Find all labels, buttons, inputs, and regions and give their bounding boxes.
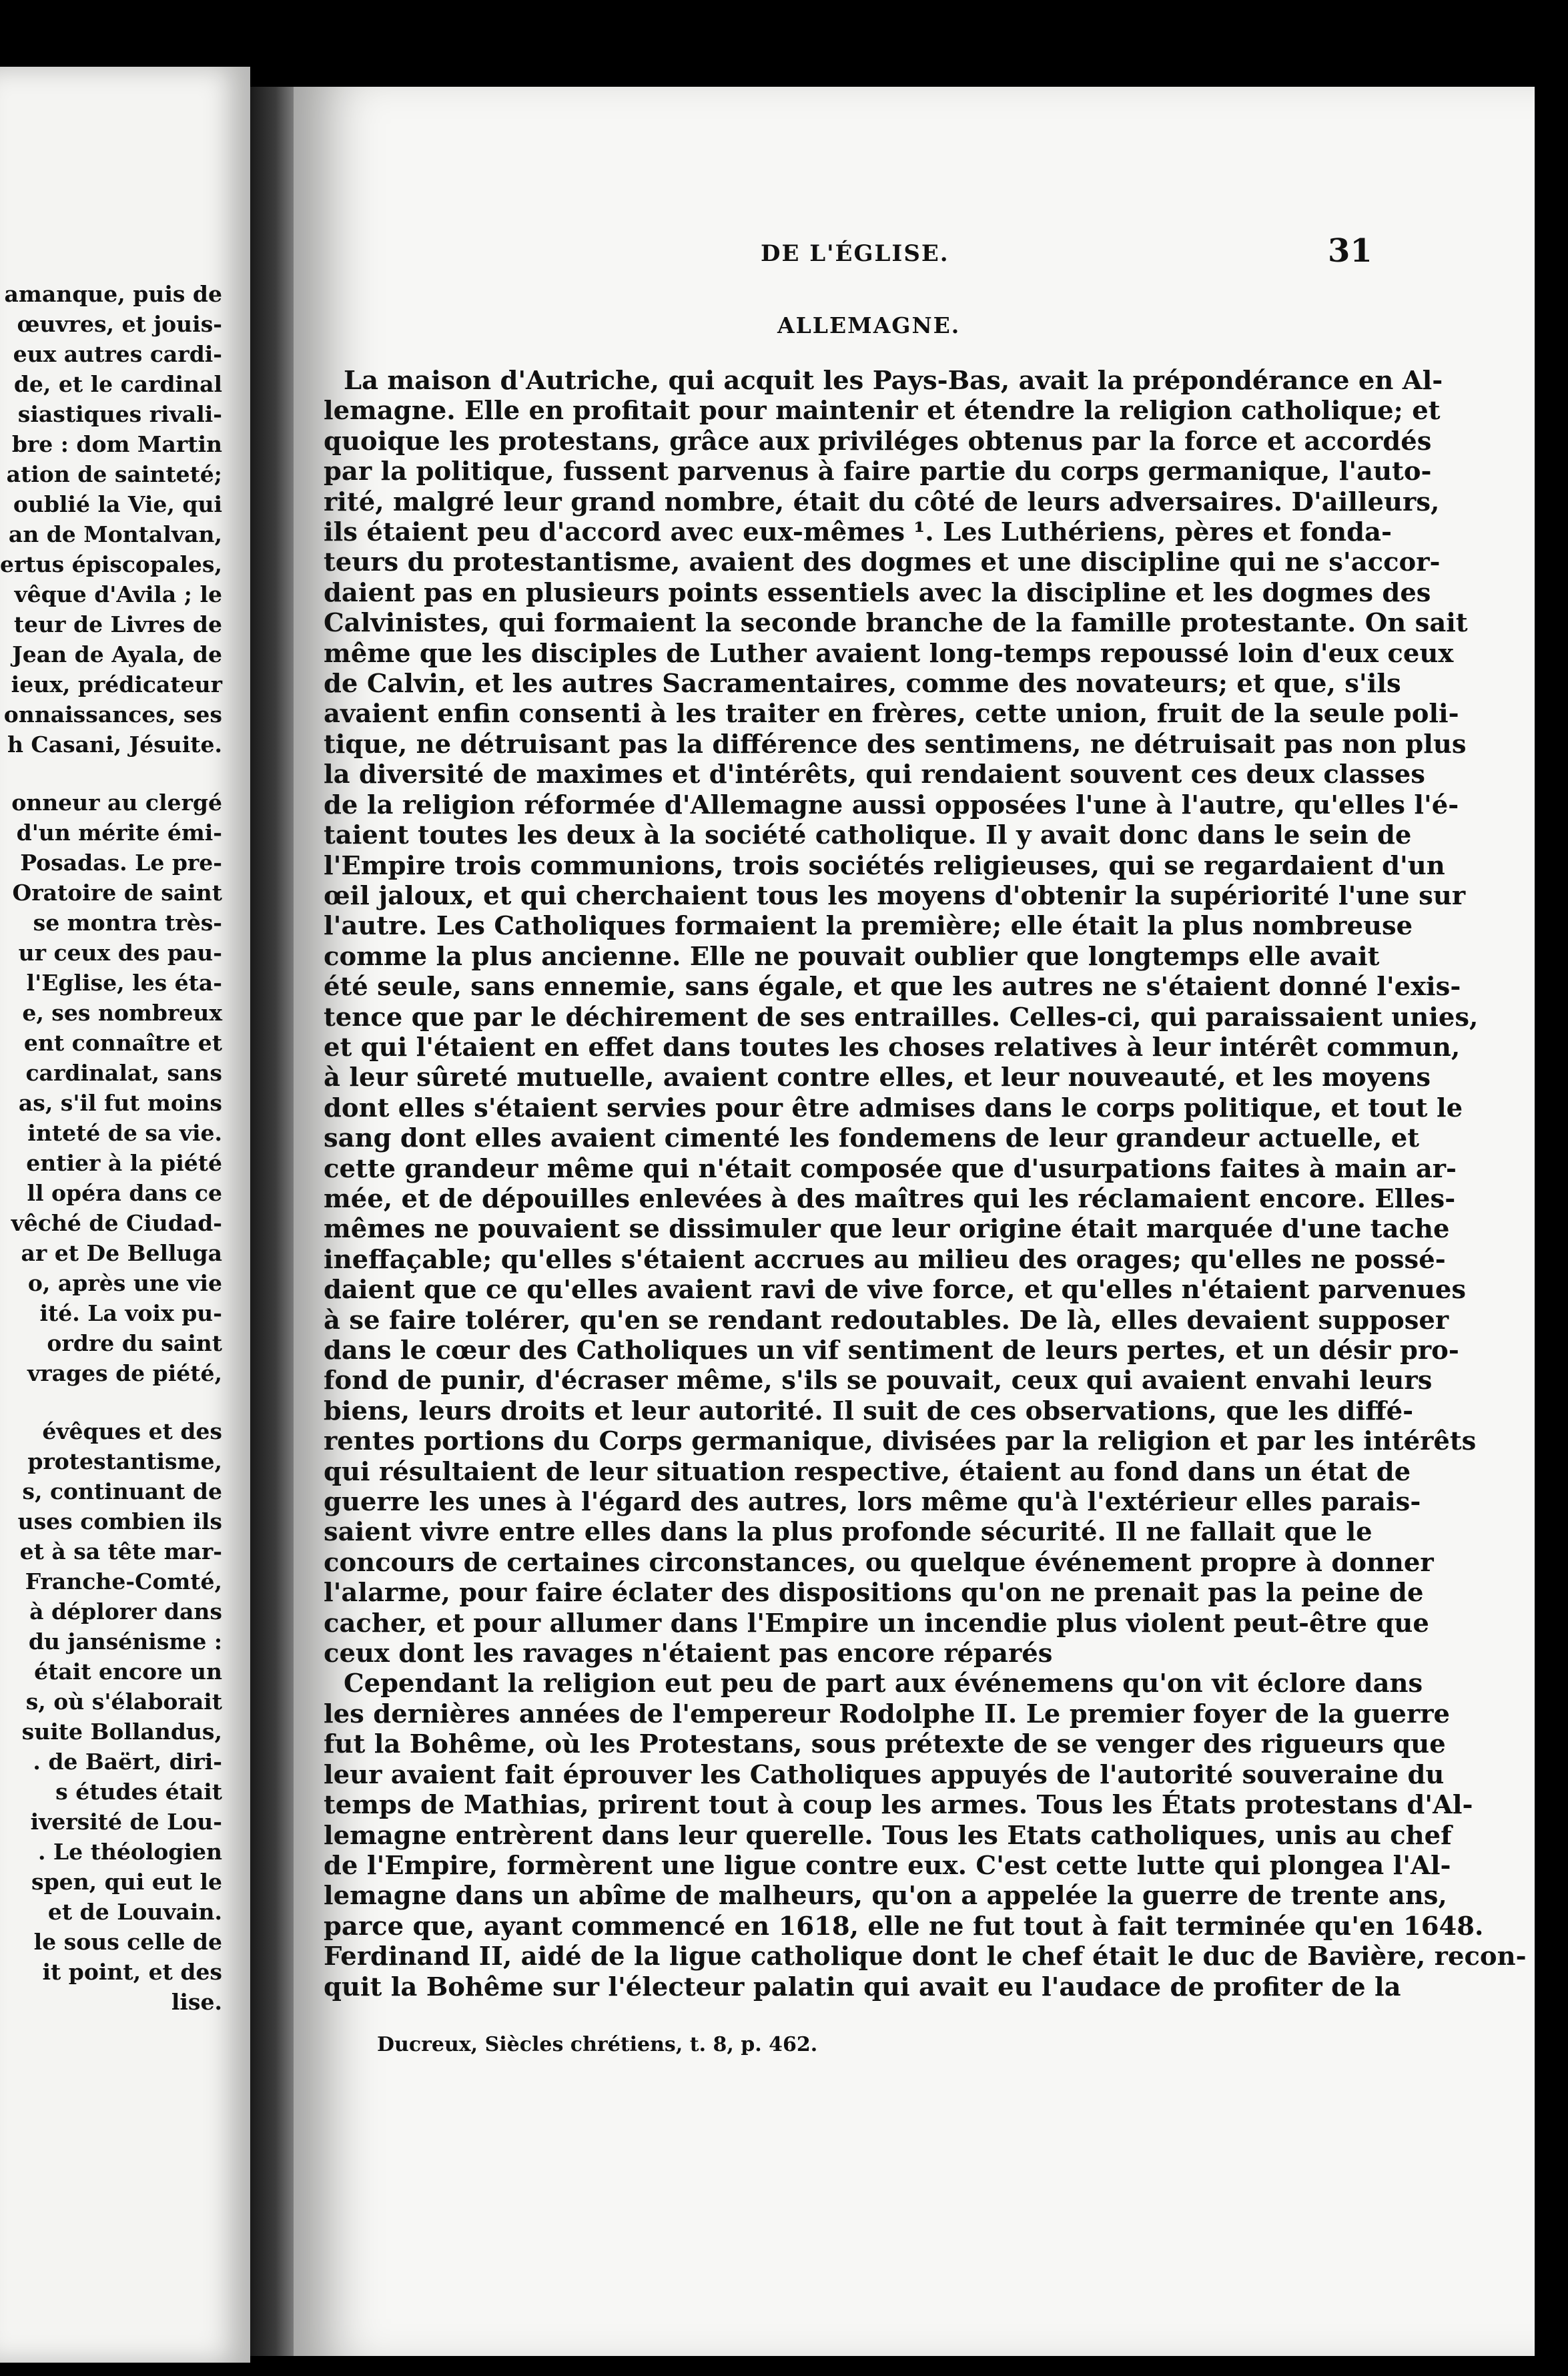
left-page-line: ur ceux des pau- bbox=[18, 940, 222, 966]
left-page-line: ar et De Belluga bbox=[21, 1240, 222, 1266]
left-page-line: teur de Livres de bbox=[13, 611, 222, 637]
body-line: Calvinistes, qui formaient la seconde branche de la famille protestante. On sait bbox=[324, 608, 1468, 639]
left-page-line: ordre du saint bbox=[47, 1330, 222, 1356]
body-line: par la politique, fussent parvenus à faire partie du corps germanique, l'auto- bbox=[324, 457, 1432, 487]
body-line: cette grandeur même qui n'était composée que d'usurpations faites à main ar- bbox=[324, 1153, 1457, 1184]
body-line: teurs du protestantisme, avaient des dogmes et une discipline qui ne s'accor- bbox=[324, 547, 1441, 578]
left-page-line: entier à la piété bbox=[26, 1150, 222, 1176]
left-page-line: l'Eglise, les éta- bbox=[26, 970, 222, 996]
left-page-line: s, où s'élaborait bbox=[25, 1689, 222, 1715]
body-line: l'alarme, pour faire éclater des dispositions qu'on ne prenait pas la peine de bbox=[324, 1578, 1424, 1608]
left-page-line: . Le théologien bbox=[37, 1839, 222, 1865]
left-page-line: Franche-Comté, bbox=[25, 1568, 222, 1594]
body-line: biens, leurs droits et leur autorité. Il suit de ces observations, que les diffé- bbox=[324, 1396, 1414, 1426]
body-line: sang dont elles avaient cimenté les fondemens de leur grandeur actuelle, et bbox=[324, 1123, 1420, 1154]
body-line: guerre les unes à l'égard des autres, lors même qu'à l'extérieur elles parais- bbox=[324, 1487, 1421, 1518]
left-page-line: inteté de sa vie. bbox=[27, 1120, 222, 1146]
body-line: comme la plus ancienne. Elle ne pouvait oublier que longtemps elle avait bbox=[324, 941, 1380, 972]
left-page-line: . de Baërt, diri- bbox=[33, 1749, 222, 1775]
left-page-line: vrages de piété, bbox=[27, 1360, 222, 1386]
body-line: les dernières années de l'empereur Rodolphe II. Le premier foyer de la guerre bbox=[324, 1699, 1451, 1729]
body-line: ineffaçable; qu'elles s'étaient accrues au milieu des orages; qu'elles ne possé- bbox=[324, 1244, 1446, 1275]
left-page-line: de, et le cardinal bbox=[13, 371, 222, 397]
left-page-line: as, s'il fut moins bbox=[18, 1090, 222, 1116]
body-line: de la religion réformée d'Allemagne aussi opposées l'une à l'autre, qu'elles l'é- bbox=[324, 790, 1459, 820]
left-page-line: Jean de Ayala, de bbox=[12, 641, 222, 667]
body-line: été seule, sans ennemie, sans égale, et que les autres ne s'étaient donné l'exis- bbox=[324, 972, 1461, 1002]
body-line: même que les disciples de Luther avaient long-temps repoussé loin d'eux ceux bbox=[324, 638, 1454, 669]
left-page-line: eux autres cardi- bbox=[13, 341, 222, 367]
left-page-line: et de Louvain. bbox=[47, 1899, 222, 1925]
body-line: œil jaloux, et qui cherchaient tous les moyens d'obtenir la supériorité l'une sur bbox=[324, 880, 1466, 911]
body-line: à se faire tolérer, qu'en se rendant redoutables. De là, elles devaient supposer bbox=[324, 1305, 1449, 1335]
body-line: qui résultaient de leur situation respective, étaient au fond dans un état de bbox=[324, 1456, 1411, 1487]
body-line: fut la Bohême, où les Protestans, sous prétexte de se venger des rigueurs que bbox=[324, 1729, 1446, 1760]
left-page-line: ent connaître et bbox=[23, 1030, 222, 1056]
left-page-line: iversité de Lou- bbox=[30, 1809, 222, 1835]
body-line: mée, et de dépouilles enlevées à des maîtres qui les réclamaient encore. Elles- bbox=[324, 1183, 1456, 1214]
body-line: fond de punir, d'écraser même, s'ils se pouvait, ceux qui avaient envahi leurs bbox=[324, 1366, 1433, 1396]
left-page-line bbox=[0, 1388, 222, 1416]
left-page-text bbox=[0, 279, 222, 2017]
page-number: 31 bbox=[1328, 232, 1373, 270]
body-line: mêmes ne pouvaient se dissimuler que leur origine était marquée d'une tache bbox=[324, 1214, 1450, 1245]
body-line: concours de certaines circonstances, ou quelque événement propre à donner bbox=[324, 1547, 1434, 1578]
body-line: taient toutes les deux à la société catholique. Il y avait donc dans le sein de bbox=[324, 820, 1412, 851]
left-page-line: an de Montalvan, bbox=[8, 521, 222, 547]
left-page-line: ll opéra dans ce bbox=[27, 1180, 222, 1206]
left-page-line: se montra très- bbox=[33, 910, 222, 936]
left-page-line: s, continuant de bbox=[22, 1478, 222, 1504]
left-page-line: vêché de Ciudad- bbox=[11, 1210, 222, 1236]
left-page-line: ation de sainteté; bbox=[6, 461, 222, 487]
left-page-line: à déplorer dans bbox=[29, 1598, 222, 1624]
body-text bbox=[324, 366, 1527, 2002]
body-line: quoique les protestans, grâce aux priviléges obtenus par la force et accordés bbox=[324, 426, 1432, 457]
left-page-line: Posadas. Le pre- bbox=[20, 850, 222, 876]
left-page-line: protestantisme, bbox=[27, 1448, 222, 1474]
left-page-line bbox=[0, 760, 222, 788]
body-line: temps de Mathias, prirent tout à coup les armes. Tous les États protestans d'Al- bbox=[324, 1790, 1473, 1821]
left-page-line: uses combien ils bbox=[17, 1508, 222, 1534]
left-facing-page bbox=[0, 67, 250, 2363]
running-head: DE L'ÉGLISE. bbox=[761, 240, 949, 267]
body-line: à leur sûreté mutuelle, avaient contre elles, et leur nouveauté, et les moyens bbox=[324, 1063, 1431, 1093]
body-line: et qui l'étaient en effet dans toutes les choses relatives à leur intérêt commun, bbox=[324, 1032, 1461, 1063]
body-line: lemagne dans un abîme de malheurs, qu'on a appelée la guerre de trente ans, bbox=[324, 1881, 1447, 1911]
left-page-line: lise. bbox=[171, 1989, 222, 2015]
body-line: Cependant la religion eut peu de part aux événemens qu'on vit éclore dans bbox=[344, 1669, 1423, 1699]
body-line: tique, ne détruisant pas la différence des sentimens, ne détruisait pas non plus bbox=[324, 729, 1467, 760]
footnote: Ducreux, Siècles chrétiens, t. 8, p. 462. bbox=[377, 2033, 818, 2056]
left-page-line: cardinalat, sans bbox=[25, 1060, 222, 1086]
left-page-line: d'un mérite émi- bbox=[16, 820, 222, 846]
body-line: ils étaient peu d'accord avec eux-mêmes ¹. Les Luthériens, pères et fonda- bbox=[324, 517, 1392, 548]
left-page-line: ité. La voix pu- bbox=[39, 1300, 222, 1326]
body-line: dans le cœur des Catholiques un vif sentiment de leurs pertes, et un désir pro- bbox=[324, 1335, 1459, 1366]
left-page-line: s études était bbox=[55, 1779, 222, 1805]
body-line: rité, malgré leur grand nombre, était du côté de leurs adversaires. D'ailleurs, bbox=[324, 487, 1440, 517]
left-page-line: oublié la Vie, qui bbox=[13, 491, 222, 517]
left-page-line: siastiques rivali- bbox=[17, 401, 222, 427]
left-page-line: e, ses nombreux bbox=[22, 1000, 222, 1026]
body-line: La maison d'Autriche, qui acquit les Pays-Bas, avait la prépondérance en Al- bbox=[344, 366, 1443, 396]
body-line: Ferdinand II, aidé de la ligue catholique dont le chef était le duc de Bavière, recon- bbox=[324, 1942, 1527, 1972]
left-page-line: œuvres, et jouis- bbox=[17, 311, 222, 337]
left-page-line: it point, et des bbox=[42, 1959, 222, 1985]
body-line: daient pas en plusieurs points essentiels avec la discipline et les dogmes des bbox=[324, 577, 1431, 608]
body-line: daient que ce qu'elles avaient ravi de vive force, et qu'elles n'étaient parvenues bbox=[324, 1275, 1467, 1305]
left-page-line: Oratoire de saint bbox=[12, 880, 222, 906]
body-line: rentes portions du Corps germanique, divisées par la religion et par les intérêts bbox=[324, 1426, 1477, 1457]
body-line: l'autre. Les Catholiques formaient la première; elle était la plus nombreuse bbox=[324, 911, 1413, 942]
left-page-line: était encore un bbox=[34, 1659, 222, 1685]
body-line: saient vivre entre elles dans la plus profonde sécurité. Il ne fallait que le bbox=[324, 1517, 1373, 1548]
left-page-line: bre : dom Martin bbox=[11, 431, 222, 457]
body-line: lemagne entrèrent dans leur querelle. Tous les Etats catholiques, unis au chef bbox=[324, 1820, 1452, 1851]
body-line: dont elles s'étaient servies pour être admises dans le corps politique, et tout le bbox=[324, 1093, 1463, 1123]
body-line: leur avaient fait éprouver les Catholiques appuyés de l'autorité souveraine du bbox=[324, 1759, 1445, 1790]
body-line: de Calvin, et les autres Sacramentaires, comme des novateurs; et que, s'ils bbox=[324, 669, 1401, 699]
section-title: ALLEMAGNE. bbox=[777, 312, 961, 338]
left-page-line: et à sa tête mar- bbox=[19, 1538, 222, 1564]
left-page-line: du jansénisme : bbox=[28, 1628, 222, 1655]
left-page-line: amanque, puis de bbox=[4, 281, 222, 307]
left-page-line: le sous celle de bbox=[33, 1929, 222, 1955]
body-line: tence que par le déchirement de ses entrailles. Celles-ci, qui paraissaient unies, bbox=[324, 1002, 1479, 1032]
left-page-line: ertus épiscopales, bbox=[0, 551, 222, 577]
body-line: l'Empire trois communions, trois sociétés religieuses, qui se regardaient d'un bbox=[324, 850, 1445, 881]
left-page-line: suite Bollandus, bbox=[21, 1719, 222, 1745]
body-line: cacher, et pour allumer dans l'Empire un incendie plus violent peut-être que bbox=[324, 1608, 1429, 1639]
body-line: quit la Bohême sur l'électeur palatin qui avait eu l'audace de profiter de la bbox=[324, 1972, 1401, 2002]
left-page-line: onneur au clergé bbox=[11, 790, 222, 816]
body-line: ceux dont les ravages n'étaient pas encore réparés bbox=[324, 1639, 1053, 1669]
left-page-line: onnaissances, ses bbox=[3, 701, 222, 727]
left-page-line: o, après une vie bbox=[27, 1270, 222, 1296]
left-page-line: h Casani, Jésuite. bbox=[7, 731, 222, 758]
left-page-line: spen, qui eut le bbox=[31, 1869, 222, 1895]
body-line: parce que, ayant commencé en 1618, elle ne fut tout à fait terminée qu'en 1648. bbox=[324, 1911, 1484, 1942]
body-line: la diversité de maximes et d'intérêts, qui rendaient souvent ces deux classes bbox=[324, 760, 1425, 790]
left-page-line: vêque d'Avila ; le bbox=[14, 581, 222, 607]
body-line: de l'Empire, formèrent une ligue contre eux. C'est cette lutte qui plongea l'Al- bbox=[324, 1850, 1451, 1881]
body-line: lemagne. Elle en profitait pour maintenir et étendre la religion catholique; et bbox=[324, 396, 1441, 426]
left-page-line: ieux, prédicateur bbox=[11, 671, 222, 697]
body-line: avaient enfin consenti à les traiter en frères, cette union, fruit de la seule poli- bbox=[324, 699, 1459, 729]
left-page-line: évêques et des bbox=[42, 1418, 222, 1444]
